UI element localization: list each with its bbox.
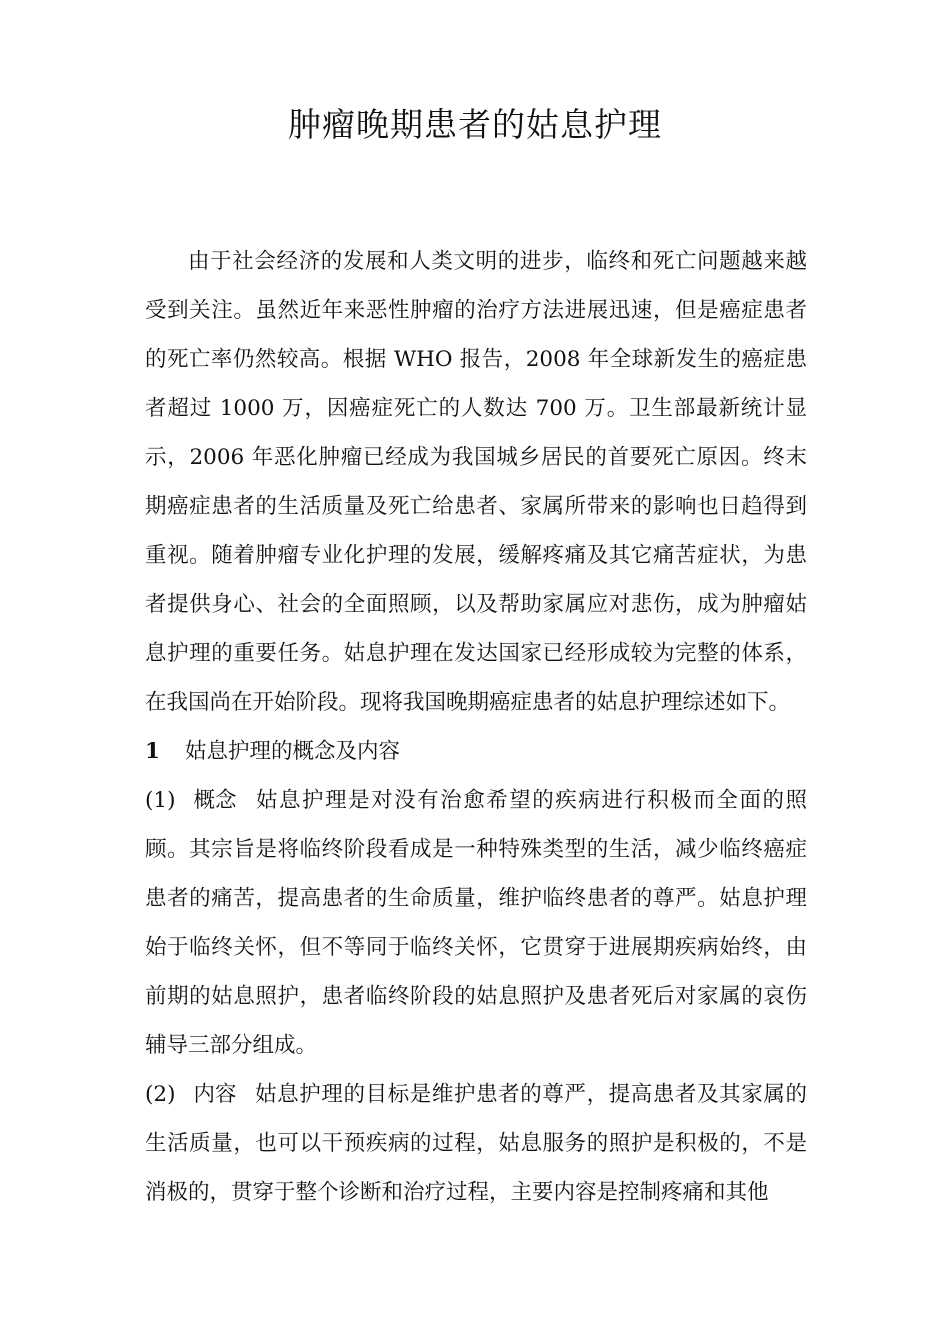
intro-paragraph: 由于社会经济的发展和人类文明的进步，临终和死亡问题越来越受到关注。虽然近年来恶性肿瘤的治疗方法进展迅速，但是癌症患者的死亡率仍然较高。根据 WHO 报告，2008 年全球新发生的癌症患者超过 1000 万，因癌症死亡的人数达 700 万。卫生部最新统计显示，2006 年恶化肿瘤已经成为我国城乡居民的首要死亡原因。终末期癌症患者的生活质量及死亡给患者、家属所带来的影响也日趋得到重视。随着肿瘤专业化护理的发展，缓解疼痛及其它痛苦症状，为患者提供身心、社会的全面照顾，以及帮助家属应对悲伤，成为肿瘤姑息护理的重要任务。姑息护理在发达国家已经形成较为完整的体系，在我国尚在开始阶段。现将我国晚期癌症患者的姑息护理综述如下。: [145, 249, 807, 715]
document-title: 肿瘤晚期患者的姑息护理: [288, 105, 662, 144]
document-body: [145, 237, 807, 1217]
item-marker: (2): [145, 1082, 176, 1107]
item-content-paragraph: [145, 1070, 807, 1217]
item-text: 姑息护理是对没有治愈希望的疾病进行积极而全面的照顾。其宗旨是将临终阶段看成是一种特殊类型的生活，减少临终癌症患者的痛苦，提高患者的生命质量，维护临终患者的尊严。姑息护理始于临终关怀，但不等同于临终关怀，它贯穿于进展期疾病始终，由前期的姑息照护，患者临终阶段的姑息照护及患者死后对家属的哀伤辅导三部分组成。: [145, 788, 807, 1058]
item-concept-paragraph: [145, 776, 807, 1070]
item-term: 概念: [193, 788, 237, 813]
section-title: 姑息护理的概念及内容: [185, 739, 401, 764]
item-term: 内容: [193, 1082, 237, 1107]
item-text: 姑息护理的目标是维护患者的尊严，提高患者及其家属的生活质量，也可以干预疾病的过程，姑息服务的照护是积极的，不是消极的，贯穿于整个诊断和治疗过程，主要内容是控制疼痛和其他: [145, 1082, 807, 1205]
item-marker: (1): [145, 788, 176, 813]
section-heading: [145, 727, 807, 776]
section-number: 1: [145, 739, 160, 764]
